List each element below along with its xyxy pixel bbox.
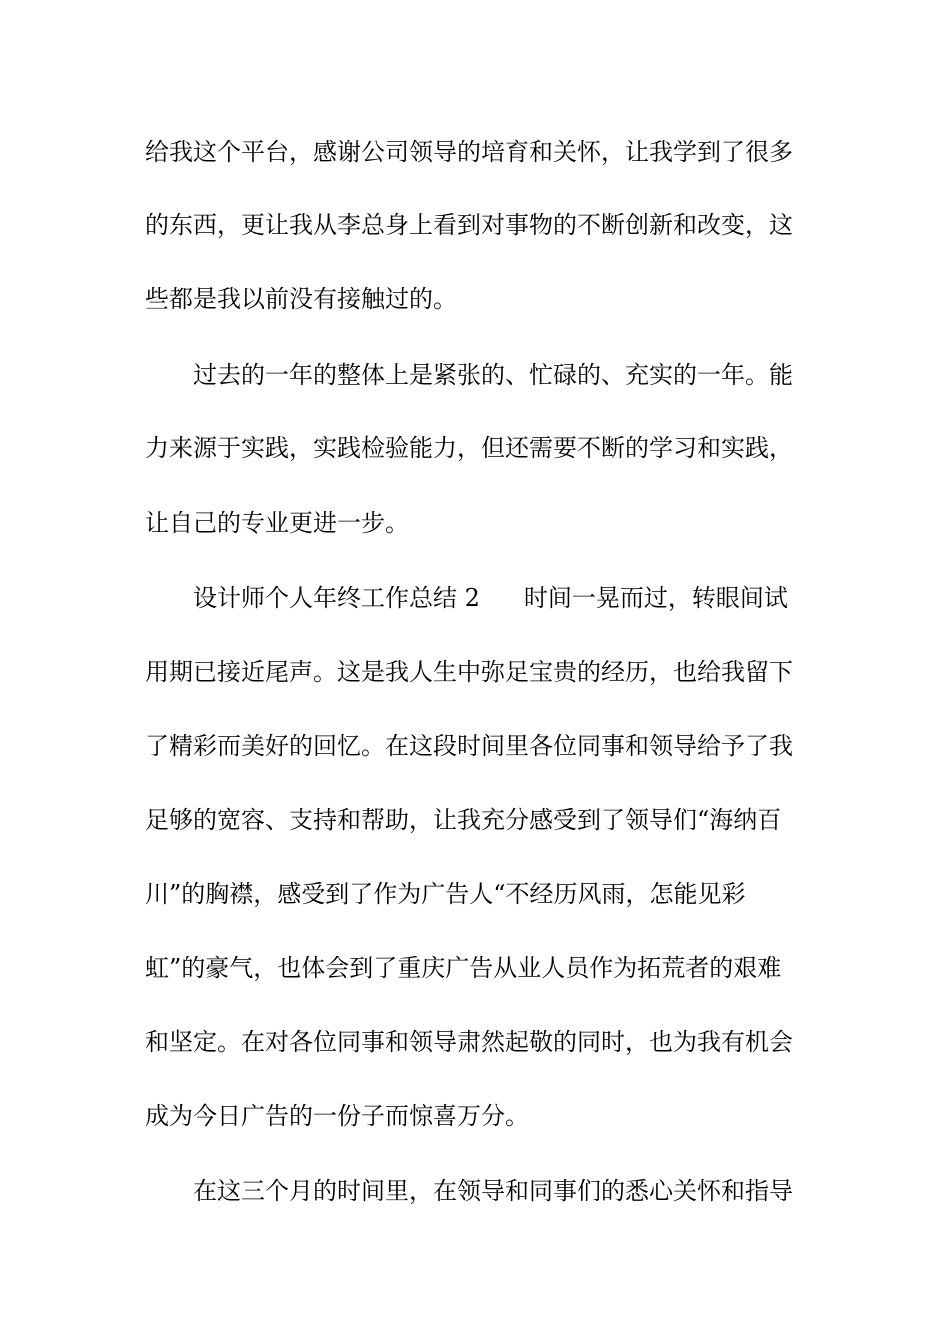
text-line: 和坚定。在对各位同事和领导肃然起敬的同时，也为我有机会 xyxy=(145,1028,793,1056)
text-line: 足够的宽容、支持和帮助，让我充分感受到了领导们“海纳百 xyxy=(145,806,782,834)
paragraph-start: 时间一晃而过，转眼间试 xyxy=(523,584,788,612)
section-heading: 设计师个人年终工作总结 2 xyxy=(193,584,480,612)
text-line: 让自己的专业更进一步。 xyxy=(145,509,409,537)
text-line: 虹”的豪气，也体会到了重庆广告从业人员作为拓荒者的艰难 xyxy=(145,954,782,982)
text-line: 的东西，更让我从李总身上看到对事物的不断创新和改变，这 xyxy=(145,211,793,239)
paragraph-first-line: 在这三个月的时间里，在领导和同事们的悉心关怀和指导 xyxy=(193,1177,793,1205)
text-line: 给我这个平台，感谢公司领导的培育和关怀，让我学到了很多 xyxy=(145,138,793,166)
text-line: 川”的胸襟，感受到了作为广告人“不经历风雨，怎能见彩 xyxy=(145,880,746,908)
paragraph-first-line: 过去的一年的整体上是紧张的、忙碌的、充实的一年。能 xyxy=(193,361,793,389)
section-heading-line xyxy=(193,578,863,618)
text-line: 了精彩而美好的回忆。在这段时间里各位同事和领导给予了我 xyxy=(145,732,793,760)
text-line: 些都是我以前没有接触过的。 xyxy=(145,285,457,313)
text-line: 成为今日广告的一份子而惊喜万分。 xyxy=(145,1102,529,1130)
text-line: 力来源于实践，实践检验能力，但还需要不断的学习和实践， xyxy=(145,434,793,462)
text-line: 用期已接近尾声。这是我人生中弥足宝贵的经历，也给我留下 xyxy=(145,658,793,686)
